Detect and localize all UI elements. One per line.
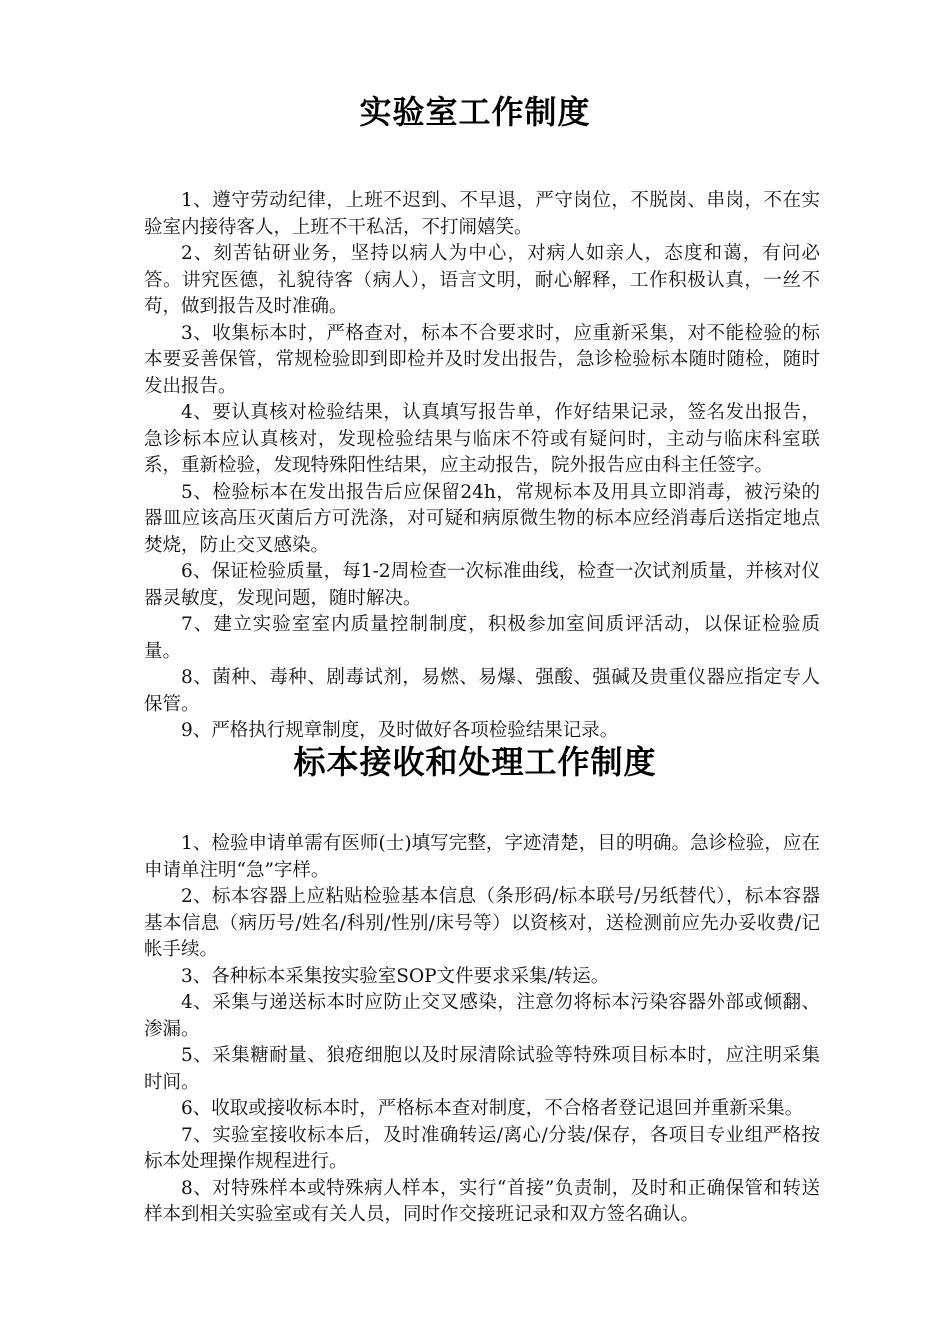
specimen-item-1: 1、检验申请单需有医师(士)填写完整，字迹清楚，目的明确。急诊检验，应在申请单注明“急”字样。 bbox=[144, 833, 820, 881]
rule-item-8: 8、菌种、毒种、剧毒试剂，易燃、易爆、强酸、强碱及贵重仪器应指定专人保管。 bbox=[144, 667, 820, 715]
rule-item-5: 5、检验标本在发出报告后应保留24h，常规标本及用具立即消毒，被污染的器皿应该高压灭菌后方可洗涤，对可疑和病原微生物的标本应经消毒后送指定地点焚烧，防止交叉感染。 bbox=[144, 481, 820, 556]
section-title-lab-work-rules: 实验室工作制度 bbox=[359, 93, 591, 131]
lab-work-rules-body bbox=[144, 188, 820, 745]
specimen-item-5: 5、采集糖耐量、狼疮细胞以及时尿清除试验等特殊项目标本时，应注明采集时间。 bbox=[144, 1045, 820, 1093]
rule-item-2: 2、刻苦钻研业务，坚持以病人为中心，对病人如亲人，态度和蔼，有问必答。讲究医德，礼貌待客（病人），语言文明，耐心解释，工作积极认真，一丝不苟，做到报告及时准确。 bbox=[144, 243, 820, 317]
rule-item-9: 9、严格执行规章制度，及时做好各项检验结果记录。 bbox=[181, 720, 619, 741]
specimen-item-4: 4、采集与递送标本时应防止交叉感染，注意勿将标本污染容器外部或倾翻、渗漏。 bbox=[144, 992, 820, 1040]
specimen-item-6: 6、收取或接收标本时，严格标本查对制度，不合格者登记退回并重新采集。 bbox=[181, 1098, 804, 1119]
specimen-item-7: 7、实验室接收标本后，及时准确转运/离心/分装/保存，各项目专业组严格按标本处理操作规程进行。 bbox=[144, 1124, 820, 1172]
rule-item-3: 3、收集标本时，严格查对，标本不合要求时，应重新采集，对不能检验的标本要妥善保管，常规检验即到即检并及时发出报告，急诊检验标本随时随检，随时发出报告。 bbox=[144, 322, 820, 397]
specimen-rules-body bbox=[144, 831, 820, 1229]
rule-item-1: 1、遵守劳动纪律，上班不迟到、不早退，严守岗位，不脱岗、串岗，不在实验室内接待客人，上班不干私活，不打闹嬉笑。 bbox=[144, 190, 820, 238]
section-title-specimen-rules: 标本接收和处理工作制度 bbox=[293, 743, 657, 781]
rule-item-4: 4、要认真核对检验结果，认真填写报告单，作好结果记录，签名发出报告，急诊标本应认真核对，发现检验结果与临床不符或有疑问时，主动与临床科室联系，重新检验，发现特殊阳性结果，应主动报告，院外报告应由科主任签字。 bbox=[144, 402, 820, 476]
specimen-item-3: 3、各种标本采集按实验室SOP文件要求采集/转运。 bbox=[181, 965, 610, 987]
rule-item-7: 7、建立实验室室内质量控制制度，积极参加室间质评活动，以保证检验质量。 bbox=[144, 614, 820, 662]
specimen-item-8: 8、对特殊样本或特殊病人样本，实行“首接”负责制，及时和正确保管和转送样本到相关实验室或有关人员，同时作交接班记录和双方签名确认。 bbox=[144, 1177, 820, 1225]
specimen-item-2: 2、标本容器上应粘贴检验基本信息（条形码/标本联号/另纸替代），标本容器基本信息（病历号/姓名/科别/性别/床号等）以资核对，送检测前应先办妥收费/记帐手续。 bbox=[144, 886, 820, 960]
rule-item-6: 6、保证检验质量，每1-2周检查一次标准曲线，检查一次试剂质量，并核对仪器灵敏度，发现问题，随时解决。 bbox=[144, 561, 820, 609]
